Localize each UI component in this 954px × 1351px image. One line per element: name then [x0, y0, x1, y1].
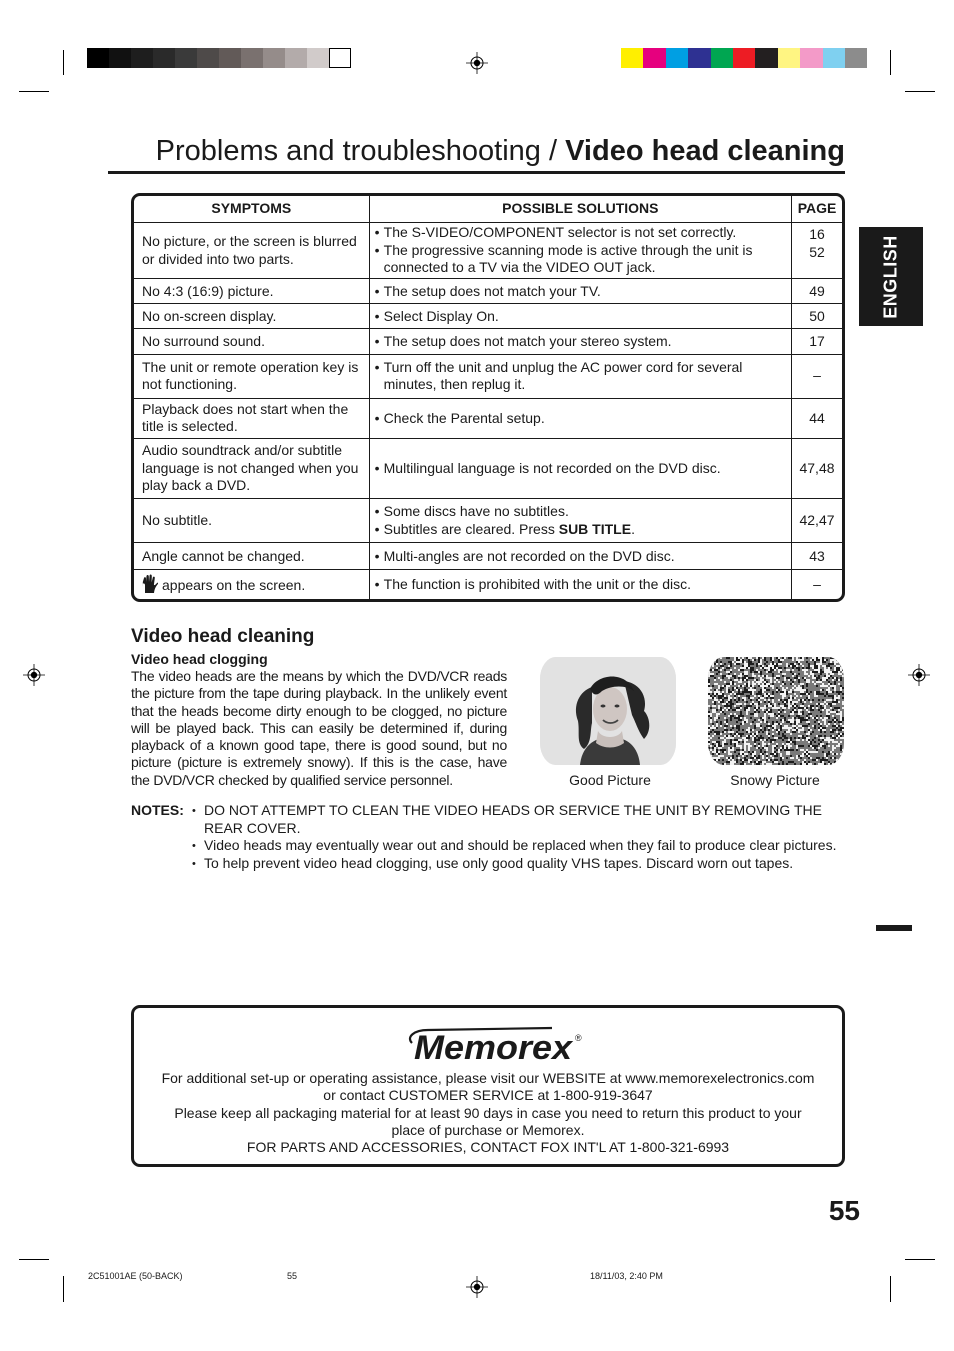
page-cell: – [792, 354, 842, 398]
section-heading: Video head cleaning [131, 626, 315, 647]
body-paragraph: The video heads are the means by which the DVD/VCR reads the picture from the tape during playback. In the unlikely event that the heads become dirty enough to be clogged, no picture will be played back. This can easily be determined if, during playback of a known good tape, there is good sound, but no picture (picture is extremely snowy). If this is the case, have the DVD/VCR checked by qualified service personnel. [131, 668, 507, 788]
symptom-cell: Audio soundtrack and/or subtitle language is not changed when you play back a DVD. [134, 438, 369, 498]
solution-item [375, 521, 785, 539]
good-picture-image [540, 657, 676, 765]
page-cell: 49 [792, 279, 842, 304]
table-row [134, 543, 842, 570]
page-cell: – [792, 570, 842, 599]
table-row [134, 570, 842, 599]
contact-line: FOR PARTS AND ACCESSORIES, CONTACT FOX INT'L AT 1-800-321-6993 [246, 1139, 730, 1156]
crop-mark [905, 91, 935, 92]
page-cell: 44 [792, 398, 842, 438]
contact-text [134, 1070, 842, 1156]
color-swatch [688, 48, 710, 68]
snowy-picture-image [708, 657, 844, 765]
table-row [134, 398, 842, 438]
symptom-cell: No 4:3 (16:9) picture. [134, 279, 369, 304]
footer-page: 55 [287, 1271, 298, 1281]
symptom-cell: No picture, or the screen is blurred or divided into two parts. [134, 223, 369, 279]
contact-line: For additional set-up or operating assistance, please visit our WEBSITE at www.memorexelectronics.com [161, 1070, 815, 1086]
symptom-cell: The unit or remote operation key is not functioning. [134, 354, 369, 398]
color-swatch [153, 48, 175, 68]
color-swatch [307, 48, 329, 68]
solution-text: Subtitles are cleared. Press [383, 520, 559, 537]
page-title-main: Problems and troubleshooting / [155, 135, 566, 167]
solution-cell [369, 279, 791, 304]
crop-mark [63, 50, 64, 75]
color-swatch [329, 48, 351, 68]
solution-cell [369, 304, 791, 329]
symptom-cell: No subtitle. [134, 499, 369, 543]
title-divider [108, 171, 845, 174]
good-picture-caption: Good Picture [569, 772, 651, 788]
color-swatch [621, 48, 643, 68]
color-swatch [197, 48, 219, 68]
table-row [134, 438, 842, 498]
color-swatch [755, 48, 777, 68]
table-row [134, 354, 842, 398]
table-row [134, 279, 842, 304]
memorex-logo [404, 1021, 584, 1065]
color-swatch [241, 48, 263, 68]
solution-cell [369, 354, 791, 398]
solution-item: • Check the Parental setup. [375, 410, 785, 428]
color-calibration-bar [621, 48, 867, 68]
solution-item: • The progressive scanning mode is active through the unit is connected to a TV via the VIDEO OUT jack. [375, 242, 785, 277]
crop-mark [19, 1259, 49, 1260]
symptom-cell: Angle cannot be changed. [134, 543, 369, 570]
solution-item: • Turn off the unit and unplug the AC power cord for several minutes, then replug it. [375, 359, 785, 394]
contact-box [131, 1005, 845, 1167]
section-subheading: Video head clogging [131, 651, 268, 667]
table-row [134, 329, 842, 354]
page-cell: 50 [792, 304, 842, 329]
color-swatch [666, 48, 688, 68]
color-swatch [733, 48, 755, 68]
color-swatch [845, 48, 867, 68]
color-swatch [109, 48, 131, 68]
solution-cell [369, 570, 791, 599]
solution-item: • The S-VIDEO/COMPONENT selector is not set correctly. [375, 224, 785, 242]
symptom-cell [134, 570, 369, 599]
solution-item: • Some discs have no subtitles. [375, 503, 785, 521]
notes-list [192, 802, 848, 872]
page-cell [792, 223, 842, 279]
notes-label: NOTES: [131, 802, 184, 818]
hand-prohibited-icon [142, 574, 158, 594]
svg-text:Memorex: Memorex [414, 1029, 575, 1065]
solution-cell [369, 543, 791, 570]
static-noise-illustration [708, 657, 844, 765]
page-cell: 17 [792, 329, 842, 354]
color-swatch [175, 48, 197, 68]
symptom-text: appears on the screen. [162, 577, 306, 594]
symptom-cell: Playback does not start when the title is selected. [134, 398, 369, 438]
solution-cell [369, 499, 791, 543]
header-page: PAGE [792, 196, 842, 223]
portrait-illustration [540, 657, 676, 765]
solution-item: • The setup does not match your TV. [375, 283, 785, 301]
page-number: 55 [828, 1195, 860, 1226]
table-row [134, 223, 842, 279]
page-title-bold: Video head cleaning [565, 135, 845, 167]
solution-cell [369, 223, 791, 279]
page-cell: 47,48 [792, 438, 842, 498]
color-swatch [778, 48, 800, 68]
color-swatch [131, 48, 153, 68]
solution-cell [369, 438, 791, 498]
troubleshooting-table [131, 193, 845, 602]
solution-cell [369, 398, 791, 438]
page-ref: 16 [809, 226, 825, 243]
color-swatch [800, 48, 822, 68]
language-tab [859, 227, 923, 326]
sub-title-key-label: SUB TITLE [558, 520, 632, 537]
registration-mark-icon [908, 664, 930, 686]
color-swatch [263, 48, 285, 68]
color-swatch [285, 48, 307, 68]
table-row [134, 304, 842, 329]
header-symptoms: SYMPTOMS [134, 196, 369, 223]
color-swatch [87, 48, 109, 68]
footer-file: 2C51001AE (50-BACK) [88, 1271, 183, 1281]
registration-mark-icon [23, 664, 45, 686]
note-item: • DO NOT ATTEMPT TO CLEAN THE VIDEO HEADS OR SERVICE THE UNIT BY REMOVING THE REAR COVER. [192, 802, 848, 837]
contact-line: or contact CUSTOMER SERVICE at 1-800-919-3647 [323, 1087, 653, 1104]
crop-mark [63, 1276, 64, 1302]
page-title [109, 132, 845, 170]
crop-mark [19, 91, 49, 92]
crop-mark [905, 1259, 935, 1260]
solution-cell [369, 329, 791, 354]
svg-text:®: ® [575, 1033, 582, 1043]
grayscale-calibration-bar [87, 48, 351, 68]
contact-line: Please keep all packaging material for at least 90 days in case you need to return this product to your [174, 1104, 802, 1121]
symptom-cell: No on-screen display. [134, 304, 369, 329]
solution-item: • Multi-angles are not recorded on the DVD disc. [375, 548, 785, 566]
color-swatch [711, 48, 733, 68]
page-cell: 42,47 [792, 499, 842, 543]
side-marker [876, 925, 912, 931]
solution-item: • Multilingual language is not recorded on the DVD disc. [375, 460, 785, 478]
color-swatch [823, 48, 845, 68]
solution-item: • The setup does not match your stereo system. [375, 333, 785, 351]
language-tab-label: ENGLISH [880, 234, 901, 319]
crop-mark [890, 1276, 891, 1302]
table-row [134, 499, 842, 543]
crop-mark [890, 50, 891, 75]
note-item: • Video heads may eventually wear out and should be replaced when they fail to produce clear pictures. [192, 837, 848, 855]
header-solutions: POSSIBLE SOLUTIONS [369, 196, 791, 223]
table-header-row [134, 196, 842, 223]
solution-item: • The function is prohibited with the unit or the disc. [375, 576, 785, 594]
solution-item: • Select Display On. [375, 308, 785, 326]
registration-mark-icon [466, 1276, 488, 1298]
footer-date: 18/11/03, 2:40 PM [590, 1271, 663, 1281]
color-swatch [643, 48, 665, 68]
page-ref: 52 [809, 243, 825, 260]
snowy-picture-caption: Snowy Picture [730, 772, 820, 788]
registration-mark-icon [466, 52, 488, 74]
solution-text-tail: . [631, 520, 635, 537]
symptom-cell: No surround sound. [134, 329, 369, 354]
note-item: • To help prevent video head clogging, use only good quality VHS tapes. Discard worn out tapes. [192, 855, 848, 873]
page-cell: 43 [792, 543, 842, 570]
color-swatch [219, 48, 241, 68]
contact-line: place of purchase or Memorex. [391, 1121, 585, 1138]
